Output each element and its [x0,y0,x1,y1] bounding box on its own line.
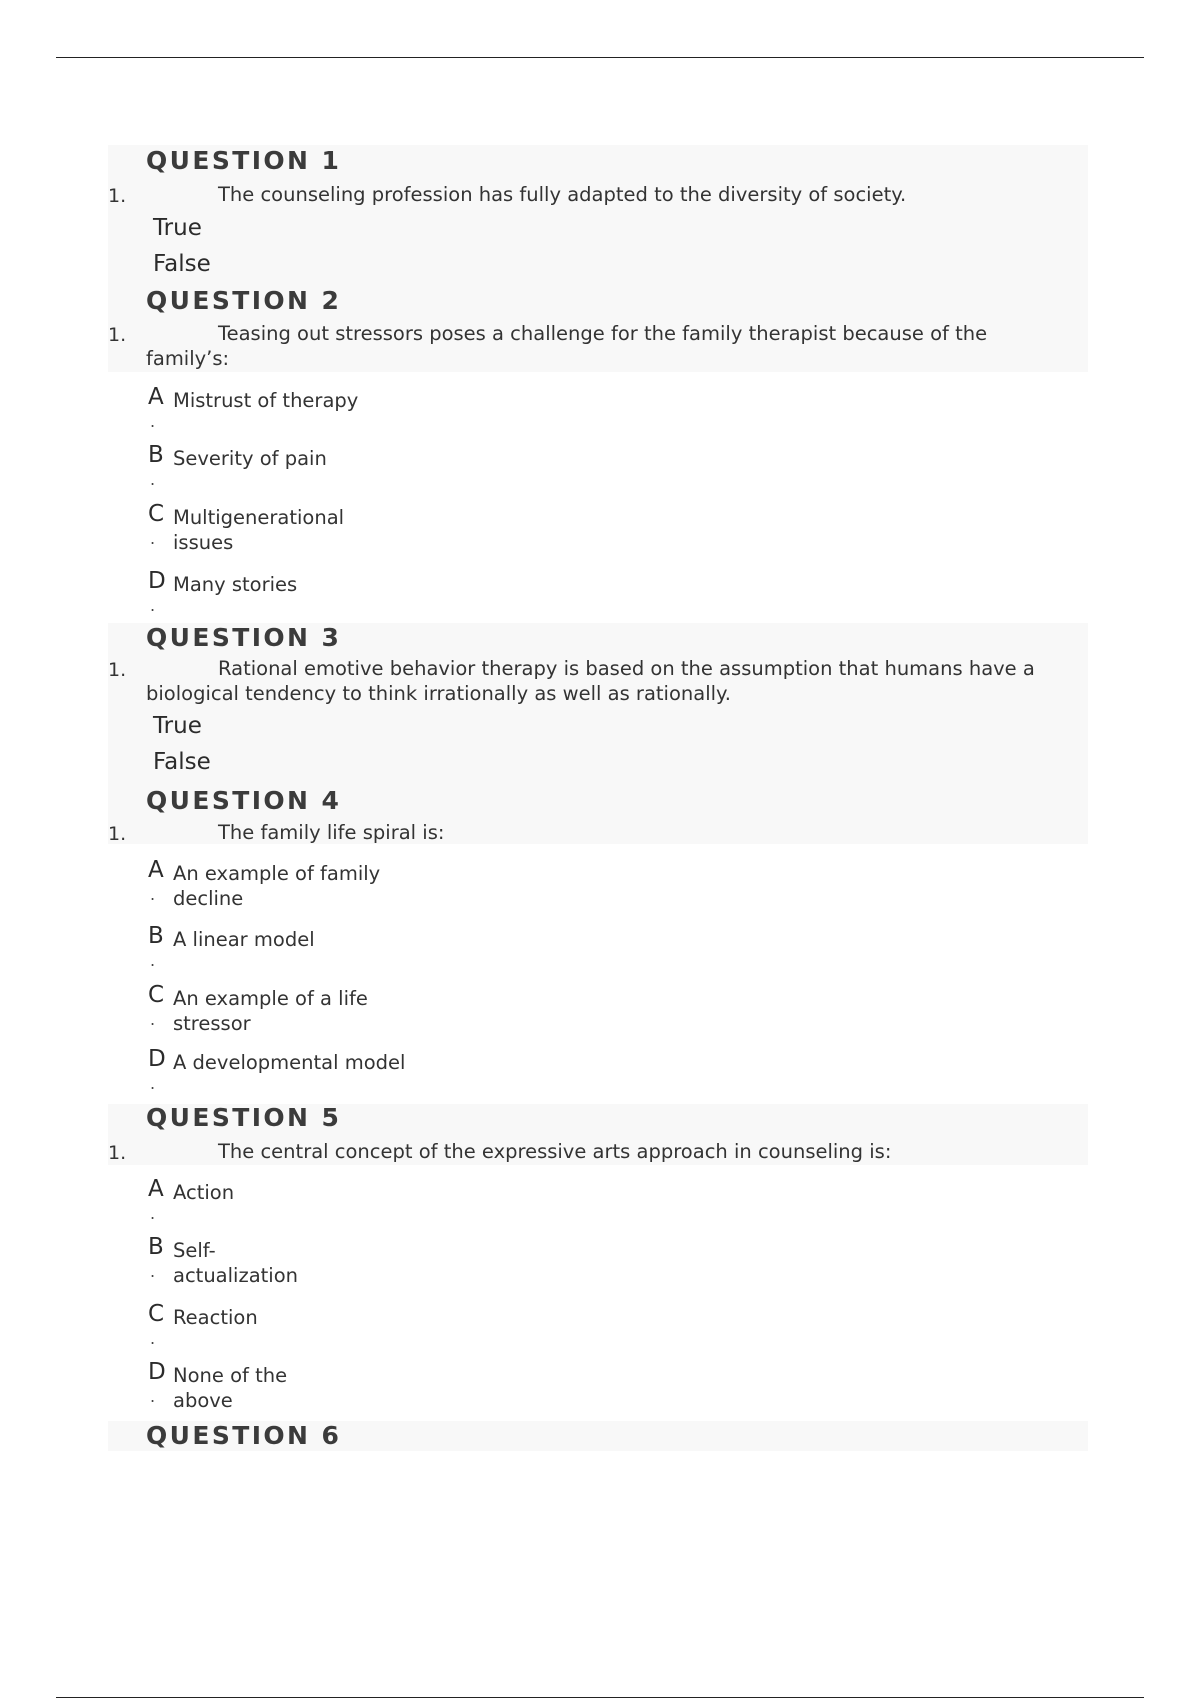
question-1-option-false[interactable]: False [153,251,211,277]
question-3-option-false[interactable]: False [153,749,211,775]
option-text: A linear model [173,928,315,951]
option-text-line-1: An example of a life [173,987,368,1010]
question-4-option-c[interactable] [148,982,468,1038]
question-4-text: The family life spiral is: [218,821,445,844]
option-dot: . [150,951,156,970]
option-text [173,861,380,911]
option-text-line-2: decline [173,887,244,910]
option-dot: . [150,529,156,548]
question-2-text: Teasing out stressors poses a challenge for the family therapist because of the family’s: [146,322,988,370]
question-5-text: The central concept of the expressive arts approach in counseling is: [218,1140,892,1163]
question-5-option-a[interactable] [148,1176,468,1232]
header-rule [56,57,1144,58]
option-dot: . [150,1262,156,1281]
option-text [173,1363,287,1413]
option-text-line-2: actualization [173,1264,298,1287]
option-text-line-2: above [173,1389,233,1412]
option-text [173,505,344,555]
question-2-option-c[interactable] [148,501,468,557]
question-2-number: 1. [108,324,127,346]
option-text-line-1: An example of family [173,862,381,885]
option-dot: . [150,1074,156,1093]
question-6-title: QUESTION 6 [146,1421,342,1450]
option-letter: C [148,982,165,1008]
question-5-number: 1. [108,1142,127,1164]
question-2-option-d[interactable] [148,568,468,624]
question-1-text: The counseling profession has fully adapted to the diversity of society. [218,183,907,206]
question-2-option-b[interactable] [148,442,468,498]
option-dot: . [150,1204,156,1223]
option-letter: D [148,1046,166,1072]
option-text-line-2: issues [173,531,234,554]
option-letter: C [148,501,165,527]
option-dot: . [150,596,156,615]
option-letter: B [148,1234,164,1260]
question-3-text: Rational emotive behavior therapy is based on the assumption that humans have a biological tendency to think irrationally as well as rationally. [146,657,1035,705]
option-letter: A [148,857,164,883]
option-dot: . [150,1010,156,1029]
question-5-title: QUESTION 5 [146,1103,342,1132]
option-text: Many stories [173,573,298,596]
option-letter: C [148,1301,165,1327]
option-dot: . [150,1387,156,1406]
option-letter: D [148,568,166,594]
question-4-option-a[interactable] [148,857,468,913]
question-4-option-d[interactable] [148,1046,468,1102]
question-1-title: QUESTION 1 [146,146,342,175]
option-letter: A [148,1176,164,1202]
option-dot: . [150,1329,156,1348]
option-text-line-1: Self- [173,1239,216,1262]
question-4-number: 1. [108,823,127,845]
option-text: Reaction [173,1306,258,1329]
option-letter: A [148,384,164,410]
option-dot: . [150,470,156,489]
option-text-line-1: Multigenerational [173,506,345,529]
option-letter: D [148,1359,166,1385]
question-1-number: 1. [108,185,127,207]
option-text: A developmental model [173,1051,406,1074]
option-text: Action [173,1181,235,1204]
question-3-number: 1. [108,659,127,681]
question-4-option-b[interactable] [148,923,468,979]
option-text-line-1: None of the [173,1364,288,1387]
question-2-option-a[interactable] [148,384,468,440]
option-text: Mistrust of therapy [173,389,359,412]
option-letter: B [148,923,164,949]
question-4-title: QUESTION 4 [146,786,342,815]
question-5-option-d[interactable] [148,1359,468,1415]
option-dot: . [150,412,156,431]
question-5-option-b[interactable] [148,1234,468,1290]
question-2-title: QUESTION 2 [146,286,342,315]
question-5-option-c[interactable] [148,1301,468,1357]
option-text [173,1238,298,1288]
question-3-option-true[interactable]: True [153,713,202,739]
option-letter: B [148,442,164,468]
option-text: Severity of pain [173,447,327,470]
option-text [173,986,368,1036]
question-1-option-true[interactable]: True [153,215,202,241]
option-text-line-2: stressor [173,1012,251,1035]
question-3-title: QUESTION 3 [146,623,342,652]
footer-rule [56,1697,1144,1698]
option-dot: . [150,885,156,904]
